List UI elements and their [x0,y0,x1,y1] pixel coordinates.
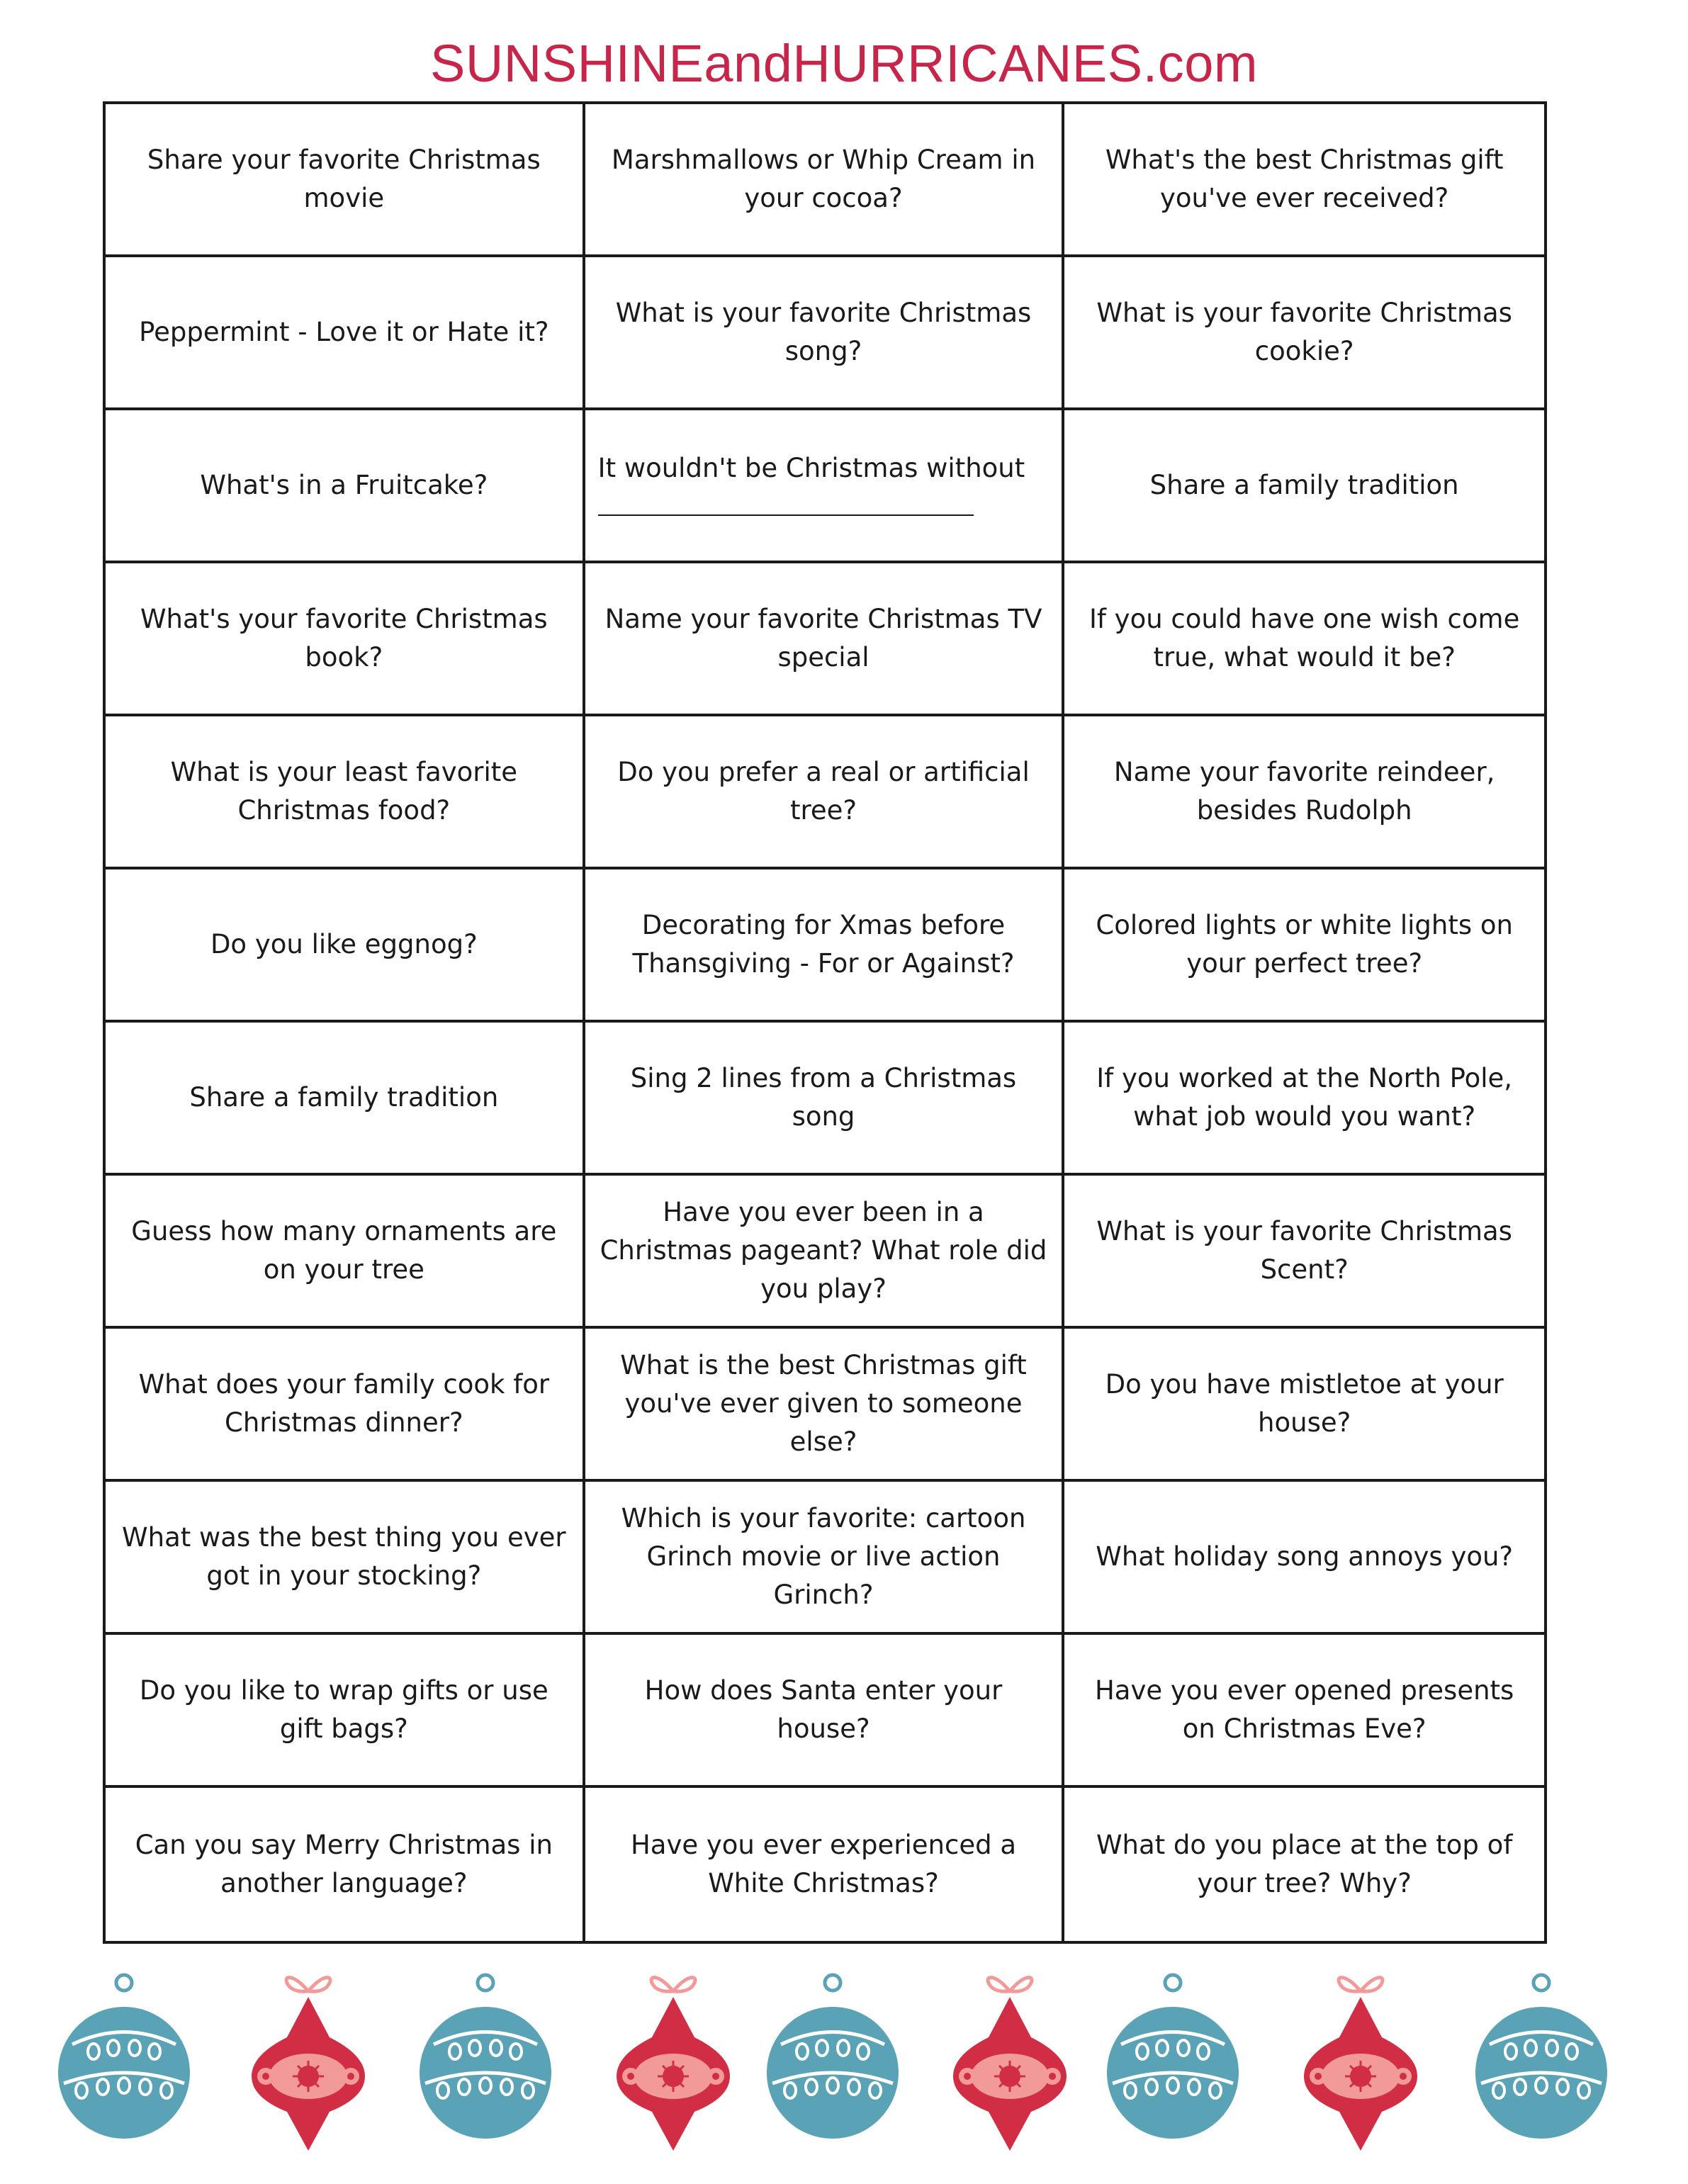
question-text: Share a family tradition [189,1082,499,1113]
question-card [1064,1788,1544,1941]
question-text: What holiday song annoys you? [1096,1541,1514,1572]
question-card [1064,410,1544,563]
question-text: Name your favorite reindeer, besides Rudolph [1113,757,1495,826]
question-card [585,716,1065,869]
round-ornament-icon [1474,1970,1609,2143]
question-text: Do you prefer a real or artificial tree? [617,757,1030,826]
question-card [585,410,1065,563]
question-text: Have you ever opened presents on Christmas Eve? [1094,1675,1514,1744]
question-text: How does Santa enter your house? [644,1675,1003,1744]
round-ornament-icon [57,1970,191,2143]
question-text: Have you ever been in a Christmas pageant? What role did you play? [600,1197,1047,1304]
fill-in-blank-line [598,488,974,516]
question-text: What does your family cook for Christmas dinner? [138,1369,550,1438]
question-text: Do you have mistletoe at your house? [1105,1369,1504,1438]
site-title: SUNSHINEandHURRICANES.com [430,34,1258,93]
question-text: What's your favorite Christmas book? [140,604,548,672]
question-card [1064,1482,1544,1635]
question-text: Guess how many ornaments are on your tree [131,1216,557,1285]
question-card [585,563,1065,716]
question-text: What was the best thing you ever got in your stocking? [122,1522,566,1591]
question-text: Colored lights or white lights on your perfect tree? [1096,910,1513,979]
question-text: Which is your favorite: cartoon Grinch movie or live action Grinch? [621,1503,1026,1610]
question-card [106,1176,585,1329]
question-card [106,1788,585,1941]
round-ornament-icon [1105,1970,1240,2143]
question-text: If you could have one wish come true, what would it be? [1088,604,1520,672]
question-text: What's the best Christmas gift you've ever received? [1105,145,1504,213]
question-card [585,869,1065,1023]
question-text: What do you place at the top of your tree? Why? [1096,1830,1513,1898]
question-card [585,1023,1065,1176]
question-text: What is your favorite Christmas Scent? [1096,1216,1512,1285]
question-text: Sing 2 lines from a Christmas song [630,1063,1017,1132]
question-text: Do you like eggnog? [210,929,478,959]
question-text: What's in a Fruitcake? [200,470,488,500]
question-text: Peppermint - Love it or Hate it? [139,317,549,347]
question-card [106,257,585,410]
question-text: Marshmallows or Whip Cream in your cocoa? [611,145,1036,213]
question-text: Name your favorite Christmas TV special [604,604,1042,672]
question-card [106,1482,585,1635]
finial-ornament-icon [943,1970,1077,2157]
question-card [1064,869,1544,1023]
question-card [585,1635,1065,1788]
question-card [1064,1635,1544,1788]
question-text: Share a family tradition [1149,470,1459,500]
finial-ornament-icon [606,1970,741,2157]
question-text: Decorating for Xmas before Thansgiving - For or Against? [632,910,1015,979]
question-card [585,1482,1065,1635]
question-text: What is the best Christmas gift you've ever given to someone else? [620,1350,1027,1457]
finial-ornament-icon [1293,1970,1428,2157]
question-text: What is your least favorite Christmas food? [170,757,518,826]
question-text: Do you like to wrap gifts or use gift bags? [139,1675,548,1744]
question-card [106,716,585,869]
question-card [106,1023,585,1176]
question-text: Share your favorite Christmas movie [147,145,541,213]
round-ornament-icon [418,1970,553,2143]
question-card [1064,1023,1544,1176]
question-card [585,1329,1065,1482]
question-text: It wouldn't be Christmas without [598,445,1050,527]
question-text: If you worked at the North Pole, what job would you want? [1096,1063,1513,1132]
question-card [1064,257,1544,410]
question-card [585,104,1065,257]
question-card [1064,716,1544,869]
question-text: Can you say Merry Christmas in another language? [135,1830,553,1898]
question-card [106,869,585,1023]
question-card [1064,104,1544,257]
question-card [106,1329,585,1482]
question-text: What is your favorite Christmas cookie? [1096,298,1512,366]
question-text: What is your favorite Christmas song? [615,298,1032,366]
ornament-border [0,1970,1688,2175]
finial-ornament-icon [241,1970,376,2157]
question-card [1064,563,1544,716]
question-card [585,1176,1065,1329]
round-ornament-icon [765,1970,900,2143]
question-card [1064,1329,1544,1482]
question-card [106,410,585,563]
question-card [585,257,1065,410]
question-card [1064,1176,1544,1329]
question-card [106,104,585,257]
question-card [106,1635,585,1788]
question-card-grid [103,101,1547,1944]
question-card [106,563,585,716]
question-text: Have you ever experienced a White Christmas? [630,1830,1017,1898]
question-card [585,1788,1065,1941]
